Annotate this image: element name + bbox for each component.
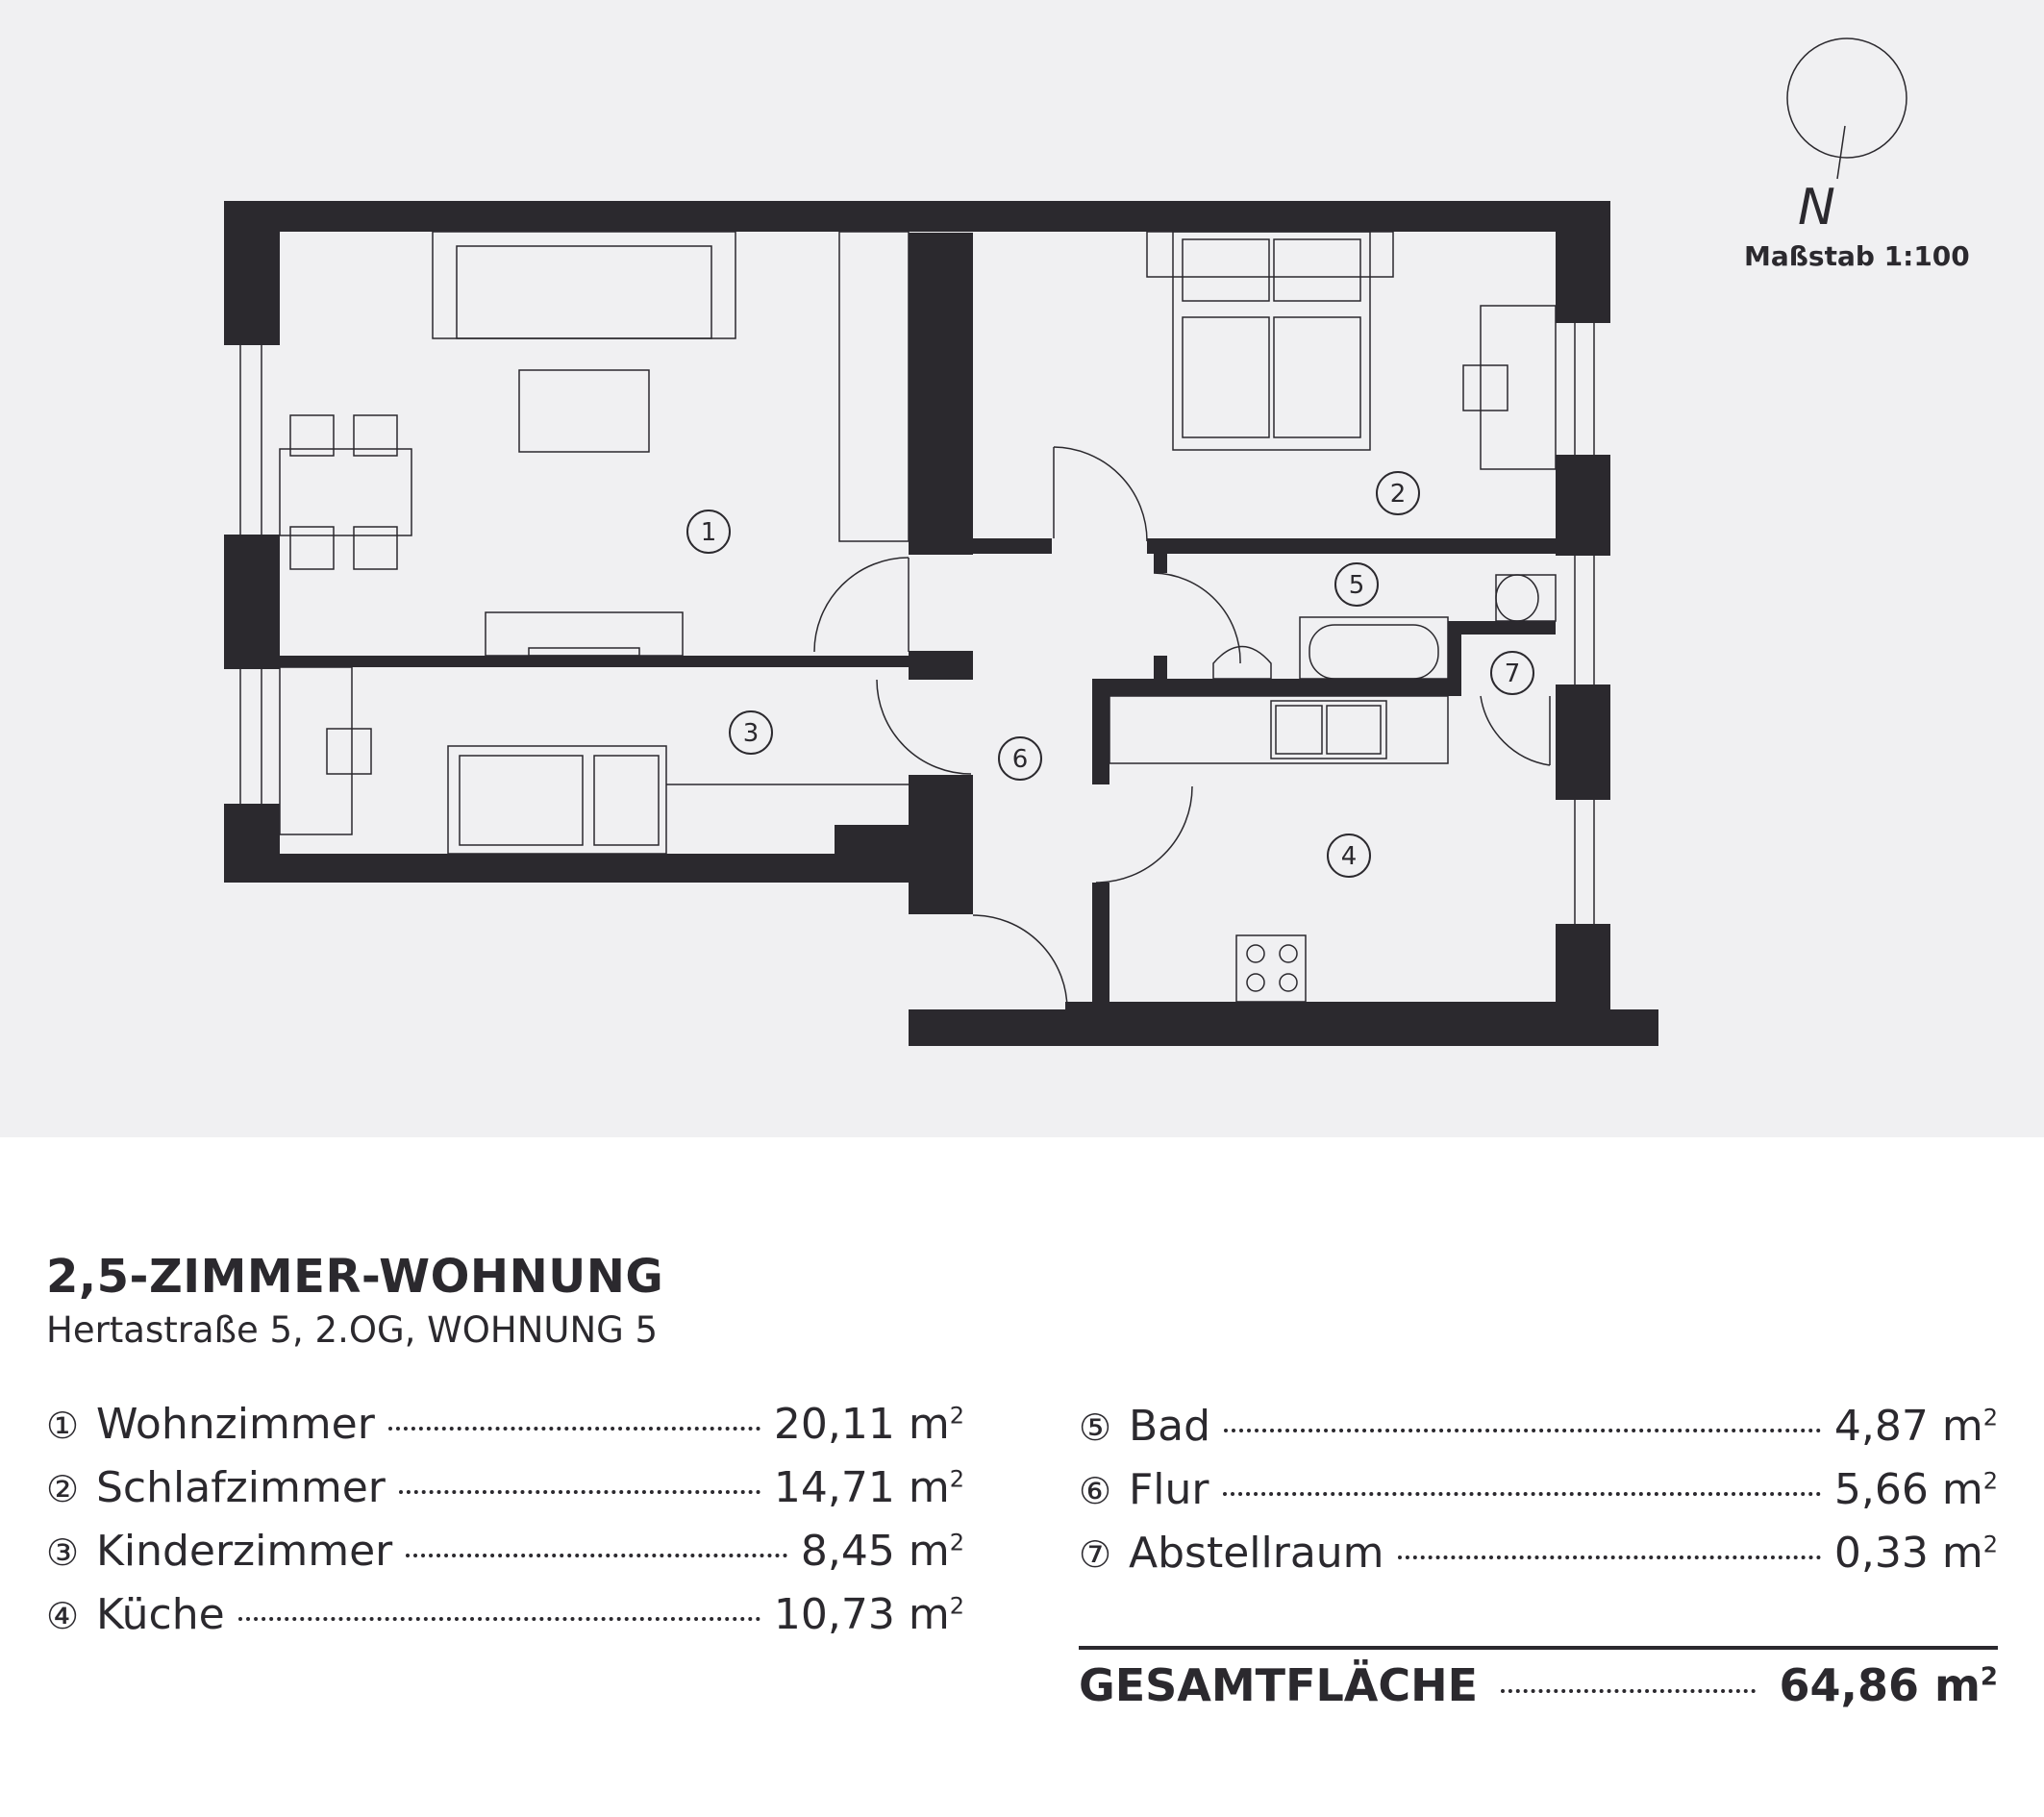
room-number: ⑦ (1079, 1533, 1112, 1576)
scale-label: Maßstab 1:100 (1744, 240, 1970, 272)
leader-dots (406, 1554, 787, 1557)
room-row-4 (46, 1590, 964, 1644)
leader-dots (1501, 1689, 1756, 1693)
room-markers (687, 472, 1533, 877)
marker-1: 1 (700, 518, 717, 547)
room-name: Kinderzimmer (96, 1527, 393, 1576)
room-number: ② (46, 1468, 80, 1510)
marker-5: 5 (1348, 571, 1365, 600)
room-name: Flur (1129, 1465, 1209, 1514)
leader-dots (1398, 1556, 1821, 1559)
leader-dots (1224, 1429, 1821, 1432)
total-divider (1079, 1646, 1998, 1650)
room-row-1 (46, 1400, 964, 1454)
room-area: 5,66 $m^2$ (1833, 1465, 1998, 1514)
room-row-6 (1079, 1465, 1998, 1519)
leader-dots (1223, 1492, 1821, 1496)
room-area: 0,33 $m^2$ (1833, 1529, 1998, 1578)
room-number: ① (46, 1405, 80, 1447)
room-name: Abstellraum (1129, 1529, 1384, 1578)
marker-7: 7 (1504, 660, 1521, 688)
room-area: 14,71 $m^2$ (773, 1463, 964, 1512)
leader-dots (399, 1490, 760, 1494)
room-name: Bad (1129, 1402, 1211, 1451)
leader-dots (238, 1617, 760, 1621)
room-name: Küche (96, 1590, 225, 1639)
total-area: 64,86 $m^2$ (1779, 1659, 1998, 1711)
room-area: 4,87 $m^2$ (1833, 1402, 1998, 1451)
marker-3: 3 (742, 719, 760, 748)
room-row-2 (46, 1463, 964, 1517)
apartment-title: 2,5-ZIMMER-WOHNUNG (46, 1250, 664, 1304)
room-name: Schlafzimmer (96, 1463, 386, 1512)
room-row-3 (46, 1527, 964, 1581)
room-area: 20,11 $m^2$ (773, 1400, 964, 1449)
marker-4: 4 (1340, 842, 1358, 871)
room-row-7 (1079, 1529, 1998, 1582)
leader-dots (388, 1427, 760, 1431)
walls (224, 201, 1658, 1046)
room-name: Wohnzimmer (96, 1400, 375, 1449)
north-label: N (1798, 179, 1835, 236)
compass-icon (1787, 38, 1907, 179)
room-row-5 (1079, 1402, 1998, 1456)
room-number: ⑥ (1079, 1470, 1112, 1512)
apartment-address: Hertastraße 5, 2.OG, WOHNUNG 5 (46, 1309, 659, 1351)
room-area: 8,45 $m^2$ (800, 1527, 964, 1576)
room-number: ④ (46, 1595, 80, 1637)
total-row (1079, 1659, 1998, 1711)
room-number: ③ (46, 1531, 80, 1574)
room-number: ⑤ (1079, 1406, 1112, 1449)
marker-6: 6 (1011, 745, 1029, 774)
marker-2: 2 (1389, 480, 1407, 509)
total-label: GESAMTFLÄCHE (1079, 1659, 1479, 1711)
room-area: 10,73 $m^2$ (773, 1590, 964, 1639)
